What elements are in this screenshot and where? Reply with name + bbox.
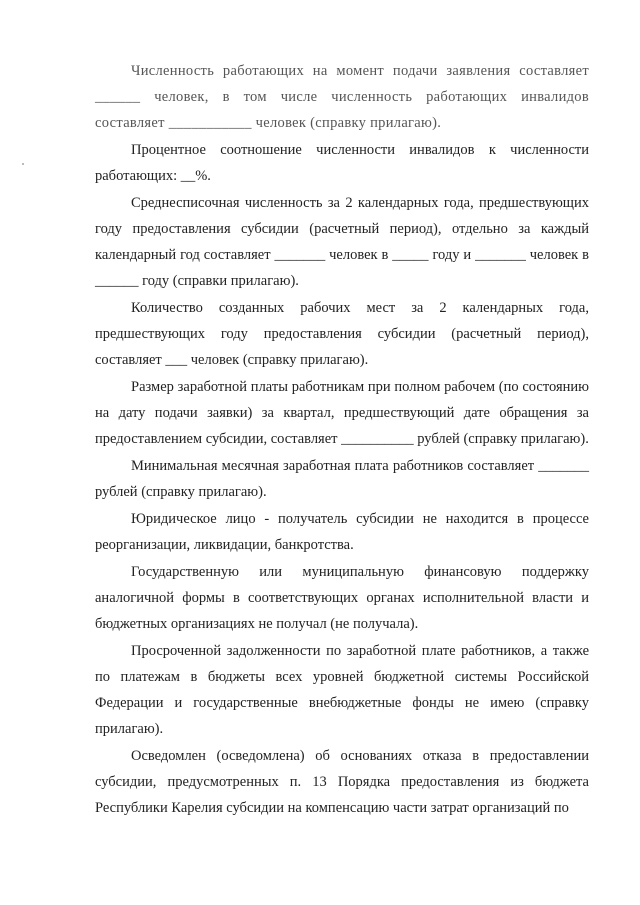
paragraph-employee-count: Численность работающих на момент подачи заявления составляет ______ человек, в том числе численность работающих инвалидов составляет ___________ человек (справку прилагаю). xyxy=(95,63,589,131)
paragraph-overdue-debt: Просроченной задолженности по заработной плате работников, а также по платежам в бюджеты всех уровней бюджетной системы Российской Федерации и государственные внебюджетные фонды не имею (справку прилагаю). xyxy=(95,643,589,737)
paragraph-disabled-percentage: Процентное соотношение численности инвалидов к численности работающих: __%. xyxy=(95,142,589,184)
document-body xyxy=(95,58,589,821)
paragraph-salary-size: Размер заработной платы работникам при полном рабочем (по состоянию на дату подачи заявки) за квартал, предшествующий дате обращения за предоставлением субсидии, составляет __________ рублей (справку прилагаю). xyxy=(95,379,589,447)
paragraph-legal-status: Юридическое лицо - получатель субсидии не находится в процессе реорганизации, ликвидации, банкротства. xyxy=(95,511,589,553)
paragraph-state-support: Государственную или муниципальную финансовую поддержку аналогичной формы в соответствующих органах исполнительной власти и бюджетных организациях не получал (не получала). xyxy=(95,564,589,632)
scan-speck xyxy=(22,163,24,165)
paragraph-average-headcount: Среднесписочная численность за 2 календарных года, предшествующих году предоставления субсидии (расчетный период), отдельно за каждый календарный год составляет _______ человек в _____ году и _______ человек в ______ году (справки прилагаю). xyxy=(95,195,589,289)
paragraph-created-jobs: Количество созданных рабочих мест за 2 календарных года, предшествующих году предоставления субсидии (расчетный период), составляет ___ человек (справку прилагаю). xyxy=(95,300,589,368)
paragraph-refusal-grounds: Осведомлен (осведомлена) об основаниях отказа в предоставлении субсидии, предусмотренных п. 13 Порядка предоставления из бюджета Республики Карелия субсидии на компенсацию части затрат организаций по xyxy=(95,748,589,816)
paragraph-minimum-salary: Минимальная месячная заработная плата работников составляет _______ рублей (справку прилагаю). xyxy=(95,458,589,500)
